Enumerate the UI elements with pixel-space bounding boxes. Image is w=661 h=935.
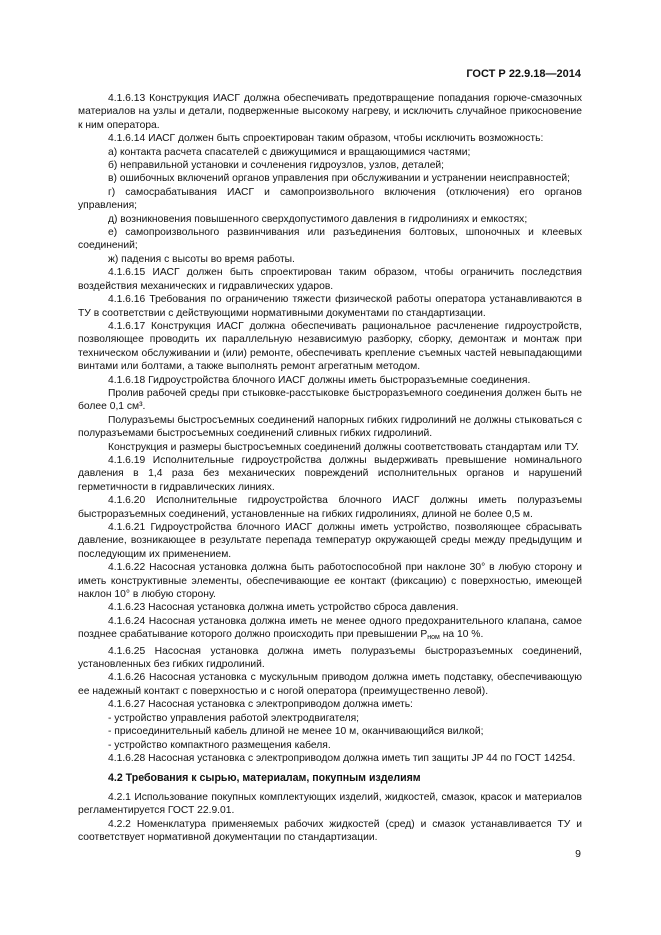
paragraph: 4.1.6.13 Конструкция ИАСГ должна обеспечивать предотвращение попадания горюче-смазочных материалов на узлы и детали, подверженные высокому нагреву, и исключить случайное прикосновение к ним оператора.: [78, 93, 582, 131]
document-header: ГОСТ Р 22.9.18—2014: [466, 68, 581, 80]
paragraph: ж) падения с высоты во время работы.: [108, 253, 295, 265]
page-number: 9: [575, 848, 581, 860]
subscript: ном: [427, 634, 440, 642]
list-item: - устройство компактного размещения кабеля.: [108, 739, 331, 751]
section-heading: 4.2 Требования к сырью, материалам, покупным изделиям: [108, 772, 421, 785]
page-content: [78, 92, 582, 844]
paragraph: 4.1.6.27 Насосная установка с электроприводом должна иметь:: [108, 699, 413, 711]
paragraph: 4.1.6.19 Исполнительные гидроустройства должны выдерживать превышение номинального давления в 1,4 раза без механических повреждений исполнительных органов и нарушений герметичности в гидравлических линиях.: [78, 454, 582, 493]
paragraph: а) контакта расчета спасателей с движущимися и вращающимися частями;: [108, 146, 471, 158]
paragraph: 4.1.6.28 Насосная установка с электроприводом должна иметь тип защиты JP 44 по ГОСТ 14254.: [108, 752, 576, 764]
paragraph: Конструкция и размеры быстросъемных соединений должны соответствовать стандартам или ТУ.: [108, 441, 579, 453]
paragraph: Пролив рабочей среды при стыковке-расстыковке быстроразъемного соединения должен быть не более 0,1 см³.: [78, 387, 582, 413]
paragraph: 4.1.6.24 Насосная установка должна иметь не менее одного предохранительного клапана, самое позднее срабатывание которого должно происходить при превышении $P_{ном}$ на 10 %.: [78, 615, 582, 642]
paragraph: 4.2.2 Номенклатура применяемых рабочих жидкостей (сред) и смазок устанавливается ТУ и соответствует нормативной документации по стандартизации.: [78, 818, 582, 843]
list-item: - устройство управления работой электродвигателя;: [108, 712, 360, 724]
paragraph: 4.1.6.18 Гидроустройства блочного ИАСГ должны иметь быстроразъемные соединения.: [108, 374, 531, 386]
paragraph: 4.1.6.17 Конструкция ИАСГ должна обеспечивать рациональное расчленение гидроустройств, позволяющее проводить их параллельную независимую разборку, сборку, демонтаж и монтаж при техническом обслуживании и (или) ремонте, обеспечивать крепление съемных частей невыпадающими винтами или болтами, а также выполнять ремонт агрегатным методом.: [78, 320, 582, 373]
paragraph: д) возникновения повышенного сверхдопустимого давления в гидролиниях и емкостях;: [108, 213, 528, 225]
paragraph: 4.1.6.15 ИАСГ должен быть спроектирован таким образом, чтобы ограничить последствия воздействия механических и гидравлических ударов.: [78, 267, 582, 292]
paragraph: Полуразъемы быстросъемных соединений напорных гибких гидролиний не должны стыковаться с полуразъемами быстросъемных соединений сливных гибких гидролиний.: [78, 414, 582, 440]
paragraph: е) самопроизвольного развинчивания или разъединения болтовых, шпоночных и клеевых соединений;: [78, 227, 582, 252]
paragraph: 4.1.6.16 Требования по ограничению тяжести физической работы оператора устанавливаются в ТУ в соответствии с действующими нормативными документами по стандартизации.: [78, 294, 582, 319]
paragraph: в) ошибочных включений органов управления при обслуживании и устранении неисправностей;: [108, 173, 570, 185]
paragraph: 4.1.6.14 ИАСГ должен быть спроектирован таким образом, чтобы исключить возможность:: [108, 133, 544, 145]
paragraph: г) самосрабатывания ИАСГ и самопроизвольного включения (отключения) его органов управления;: [78, 186, 582, 212]
paragraph: б) неправильной установки и сочленения гидроузлов, узлов, деталей;: [108, 160, 445, 172]
list-item: - присоединительный кабель длиной не менее 10 м, оканчивающийся вилкой;: [108, 726, 484, 738]
paragraph: 4.2.1 Использование покупных комплектующих изделий, жидкостей, смазок, красок и материалов регламентируется ГОСТ 22.9.01.: [78, 791, 582, 817]
paragraph: 4.1.6.25 Насосная установка должна иметь полуразъемы быстроразъемных соединений, установленных без гибких гидролиний.: [78, 645, 582, 671]
paragraph: 4.1.6.21 Гидроустройства блочного ИАСГ должны иметь устройство, позволяющее сбрасывать давление, возникающее в результате перепада температур окружающей среды между предыдущим и последующим их применением.: [78, 522, 582, 560]
paragraph: 4.1.6.22 Насосная установка должна быть работоспособной при наклоне 30° в любую сторону и иметь конструктивные элементы, обеспечивающие ее контакт (фиксацию) с поверхностью, имеющей наклон 10° в любую сторону.: [78, 562, 582, 601]
paragraph: 4.1.6.20 Исполнительные гидроустройства блочного ИАСГ должны иметь полуразъемы быстроразъемных соединений, установленные на гибких гидролиниях, длиной не более 0,5 м.: [78, 495, 582, 520]
paragraph: 4.1.6.26 Насосная установка с мускульным приводом должна иметь подставку, обеспечивающую ее надежный контакт с поверхностью и с ногой оператора (преимущественно левой).: [78, 672, 582, 697]
paragraph: 4.1.6.23 Насосная установка должна иметь устройство сброса давления.: [108, 602, 459, 614]
